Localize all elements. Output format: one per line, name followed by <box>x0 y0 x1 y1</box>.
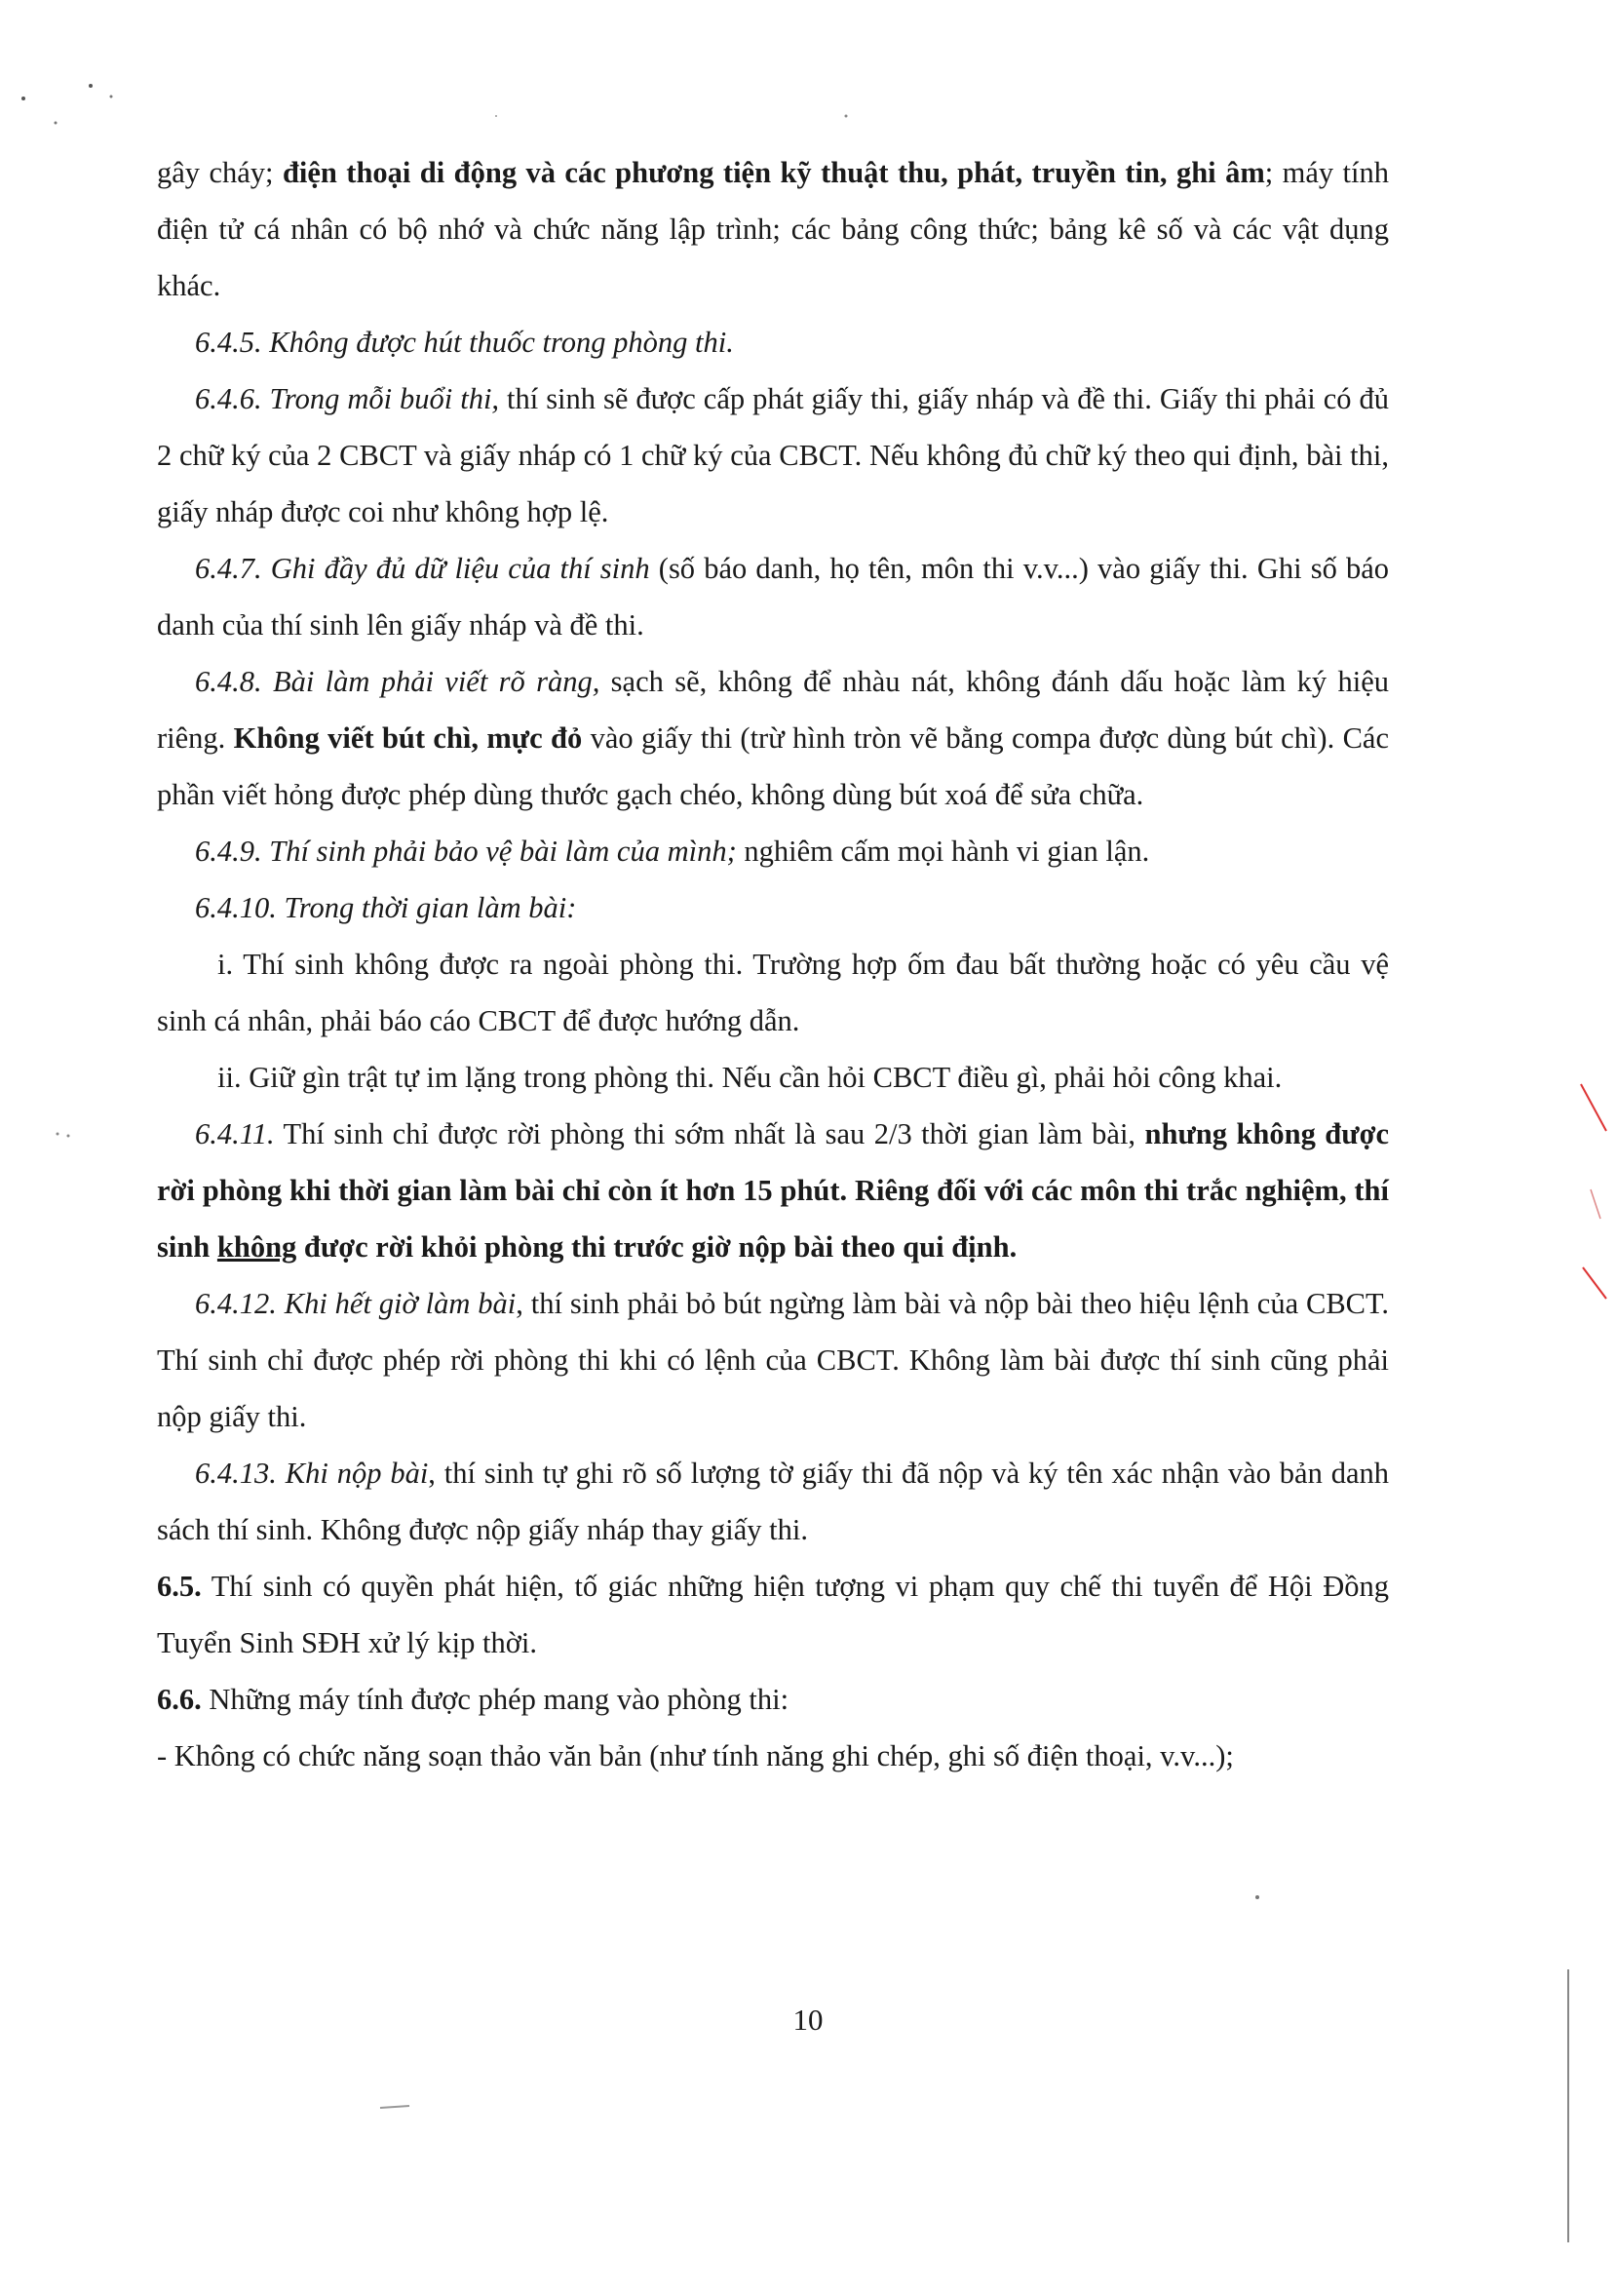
text-run: 6.4.9. Thí sinh phải bảo vệ bài làm của mình; <box>195 835 737 868</box>
text-run: 6.4.5. Không được hút thuốc trong phòng thi. <box>195 326 734 359</box>
text-run: i. Thí sinh không được ra ngoài phòng thi. Trường hợp ốm đau bất thường hoặc có yêu cầu vệ sinh cá nhân, phải báo cáo CBCT để được hướng dẫn. <box>157 948 1389 1037</box>
text-run: 6.4.12. Khi hết giờ làm bài <box>195 1287 517 1320</box>
text-run: - Không có chức năng soạn thảo văn bản (như tính năng ghi chép, ghi số điện thoại, v.v...); <box>157 1739 1234 1772</box>
text-run: 6.4.6. Trong mỗi buổi thi, <box>195 382 500 415</box>
paragraph <box>157 1445 1389 1558</box>
text-run: Thí sinh có quyền phát hiện, tố giác những hiện tượng vi phạm quy chế thi tuyển để Hội Đồng Tuyển Sinh SĐH xử lý kịp thời. <box>157 1570 1389 1659</box>
text-run: được rời khỏi phòng thi trước giờ nộp bài theo qui định. <box>296 1230 1018 1264</box>
text-run: 6.4.10. Trong thời gian làm bài: <box>195 891 577 924</box>
paragraph <box>157 823 1389 879</box>
text-run: Những máy tính được phép mang vào phòng thi: <box>201 1683 789 1716</box>
paragraph <box>157 1275 1389 1445</box>
text-run: không <box>216 1230 297 1264</box>
paragraph <box>157 1049 1389 1106</box>
paragraph <box>157 144 1389 314</box>
paragraph <box>157 314 1389 370</box>
text-run: 6.4.7. Ghi đầy đủ dữ liệu của thí sinh <box>195 552 650 585</box>
paragraph <box>157 936 1389 1049</box>
text-run: điện thoại di động và các phương tiện kỹ thuật thu, phát, truyền tin, ghi âm <box>282 156 1265 189</box>
paragraph <box>157 879 1389 936</box>
paragraph <box>157 540 1389 653</box>
text-run: ; máy tính điện tử cá nhân có bộ nhớ và chức năng lập trình; các bảng công thức; bảng kê số và các vật dụng khác. <box>157 156 1390 302</box>
text-run: thí sinh sẽ được cấp phát giấy thi, giấy nháp và đề thi. Giấy thi phải có đủ 2 chữ ký của 2 CBCT và giấy nháp có 1 chữ ký của CBCT. Nếu không đủ chữ ký theo qui định, bài thi, giấy nháp được coi như không hợp lệ. <box>157 382 1389 528</box>
paragraph <box>157 653 1389 823</box>
text-run: 6.5. <box>157 1570 202 1603</box>
text-run: nghiêm cấm mọi hành vi gian lận. <box>736 835 1150 868</box>
text-run: nhưng không được rời phòng khi thời gian làm bài chỉ còn ít hơn 15 phút. Riêng đối với các môn thi trắc nghiệm, thí sinh <box>157 1117 1389 1264</box>
paragraph <box>157 1671 1389 1728</box>
text-run: 6.6. <box>157 1683 202 1716</box>
text-run: sạch sẽ, không để nhàu nát, không đánh dấu hoặc làm ký hiệu riêng. <box>157 665 1389 755</box>
text-run: vào giấy thi (trừ hình tròn vẽ bằng compa được dùng bút chì). Các phần viết hỏng được phép dùng thước gạch chéo, không dùng bút xoá để sửa chữa. <box>157 721 1390 811</box>
text-run: 6.4.13. Khi nộp bài <box>195 1457 429 1490</box>
text-run: gây cháy; <box>157 156 283 189</box>
paragraph <box>157 370 1389 540</box>
page-number: 10 <box>792 2003 824 2037</box>
text-run: ii. Giữ gìn trật tự im lặng trong phòng thi. Nếu cần hỏi CBCT điều gì, phải hỏi công khai. <box>217 1061 1283 1094</box>
text-run: Không viết bút chì, mực đỏ <box>233 721 583 755</box>
paragraph <box>157 1558 1389 1671</box>
paragraph <box>157 1106 1389 1275</box>
text-run: , thí sinh tự ghi rõ số lượng tờ giấy thi đã nộp và ký tên xác nhận vào bản danh sách thí sinh. Không được nộp giấy nháp thay giấy thi. <box>157 1457 1389 1546</box>
text-run: Thí sinh chỉ được rời phòng thi sớm nhất là sau 2/3 thời gian làm bài, <box>274 1117 1145 1150</box>
text-run: , thí sinh phải bỏ bút ngừng làm bài và nộp bài theo hiệu lệnh của CBCT. Thí sinh chỉ được phép rời phòng thi khi có lệnh của CBCT. Không làm bài được thí sinh cũng phải nộp giấy thi. <box>157 1287 1389 1433</box>
text-run: (số báo danh, họ tên, môn thi v.v...) vào giấy thi. Ghi số báo danh của thí sinh lên giấy nháp và đề thi. <box>157 552 1389 642</box>
paragraph <box>157 1728 1389 1784</box>
text-run: 6.4.11. <box>195 1117 275 1150</box>
document-body <box>157 144 1389 1784</box>
text-run: 6.4.8. Bài làm phải viết rõ ràng, <box>195 665 600 698</box>
